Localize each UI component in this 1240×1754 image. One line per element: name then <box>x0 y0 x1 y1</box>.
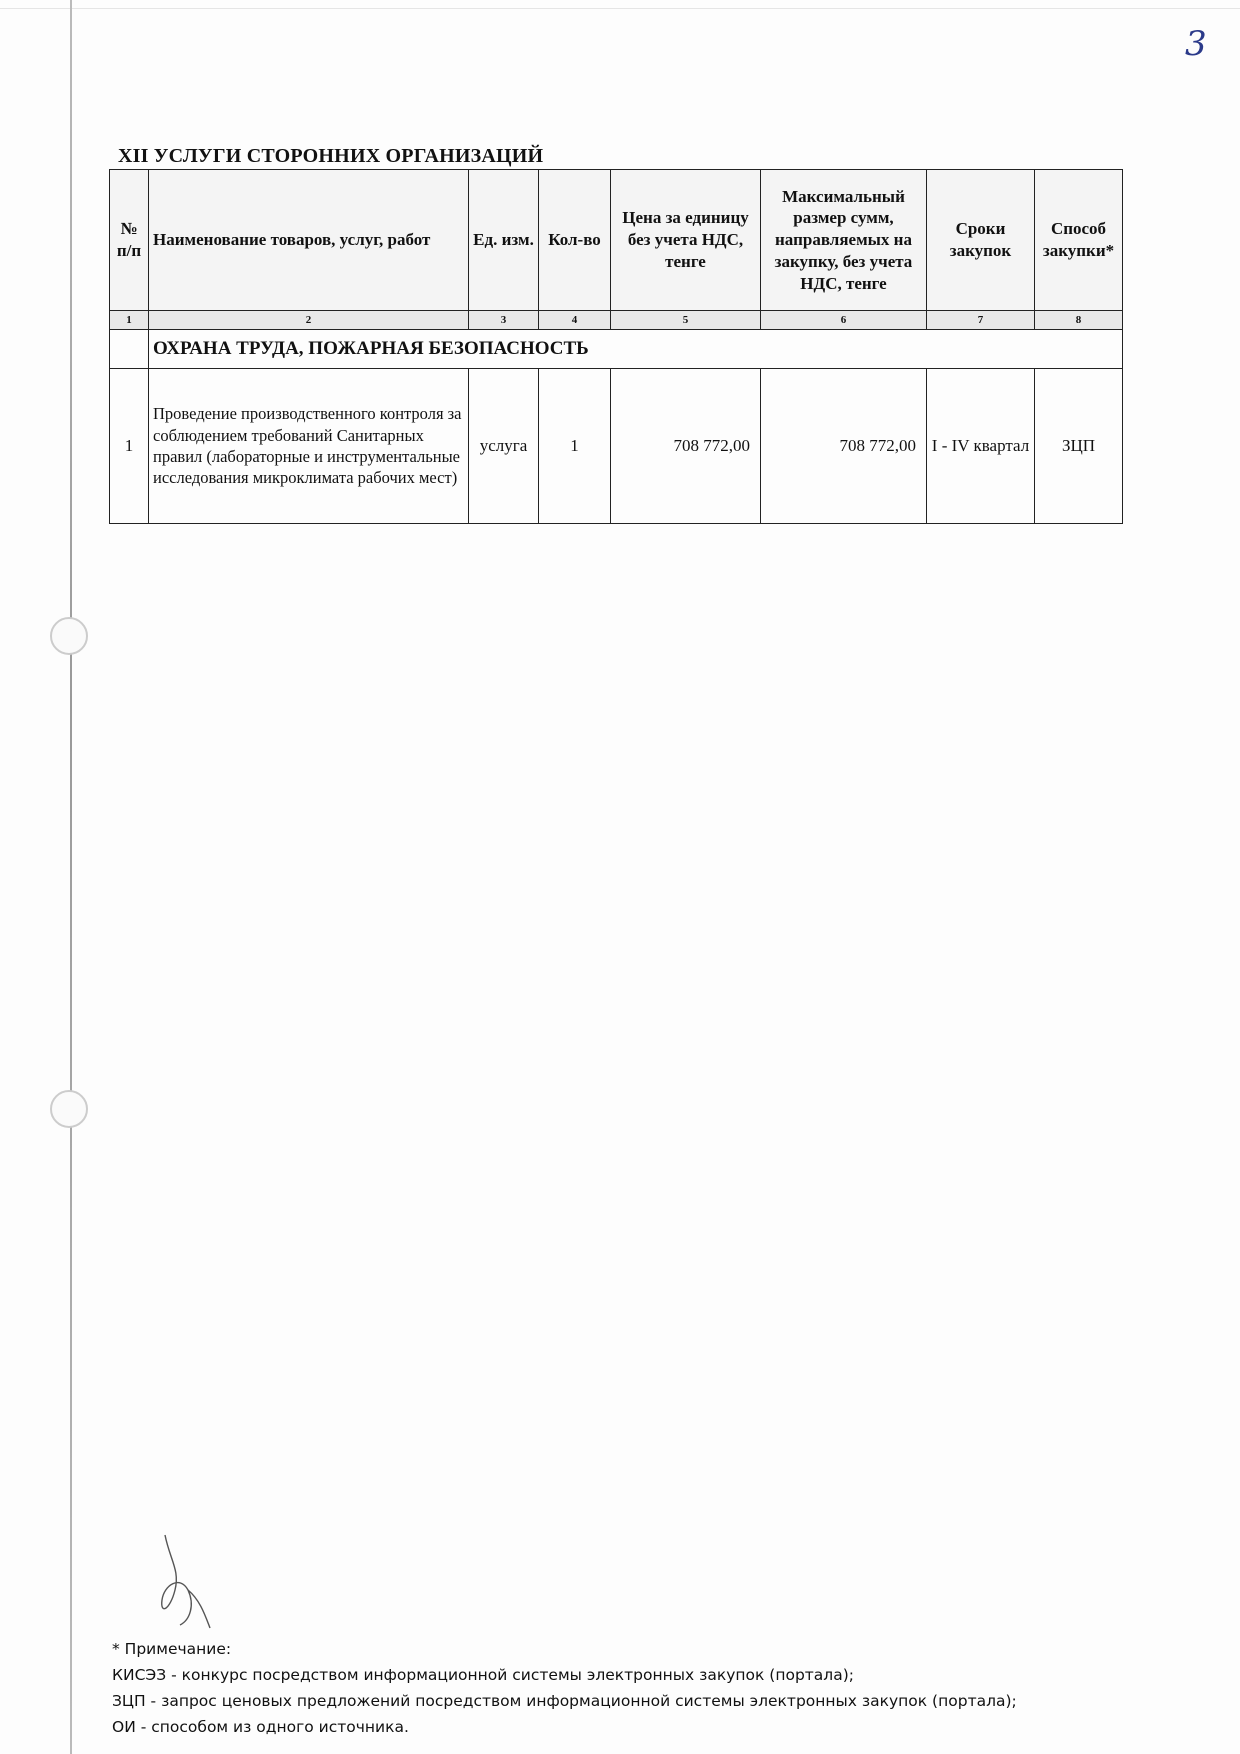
header-qty: Кол-во <box>539 170 611 311</box>
header-unit: Ед. изм. <box>469 170 539 311</box>
row-unit: услуга <box>469 369 539 524</box>
column-number: 4 <box>539 311 611 330</box>
row-qty: 1 <box>539 369 611 524</box>
handwritten-signature <box>150 1530 230 1630</box>
column-number: 7 <box>927 311 1035 330</box>
category-title: ОХРАНА ТРУДА, ПОЖАРНАЯ БЕЗОПАСНОСТЬ <box>149 330 1123 369</box>
punch-hole <box>50 617 88 655</box>
footnote-line: КИСЭЗ - конкурс посредством информационной системы электронных закупок (портала); <box>112 1666 854 1684</box>
column-number: 2 <box>149 311 469 330</box>
row-total: 708 772,00 <box>761 369 927 524</box>
header-num: № п/п <box>110 170 149 311</box>
row-number: 1 <box>110 369 149 524</box>
column-number: 8 <box>1035 311 1123 330</box>
column-number: 1 <box>110 311 149 330</box>
section-title: XII УСЛУГИ СТОРОННИХ ОРГАНИЗАЦИЙ <box>118 145 544 167</box>
column-number: 3 <box>469 311 539 330</box>
table-row <box>110 369 1123 524</box>
header-period: Сроки закупок <box>927 170 1035 311</box>
column-number: 5 <box>611 311 761 330</box>
header-price: Цена за единицу без учета НДС, тенге <box>611 170 761 311</box>
binding-margin-line <box>70 0 72 1754</box>
column-number-row <box>110 311 1123 330</box>
row-price: 708 772,00 <box>611 369 761 524</box>
row-method: ЗЦП <box>1035 369 1123 524</box>
category-spacer <box>110 330 149 369</box>
column-number: 6 <box>761 311 927 330</box>
footnote-line: ОИ - способом из одного источника. <box>112 1718 409 1736</box>
table-header-row <box>110 170 1123 311</box>
category-row <box>110 330 1123 369</box>
footnote-line: ЗЦП - запрос ценовых предложений посредством информационной системы электронных закупок (портала); <box>112 1692 1017 1710</box>
header-method: Способ закупки* <box>1035 170 1123 311</box>
footnote <box>112 1636 1017 1740</box>
page-top-edge <box>0 8 1240 9</box>
procurement-table <box>109 169 1123 524</box>
footnote-title: * Примечание: <box>112 1640 232 1658</box>
row-name: Проведение производственного контроля за соблюдением требований Санитарных правил (лабораторные и инструментальные исследования микроклимата рабочих мест) <box>149 369 469 524</box>
header-total: Максимальный размер сумм, направляемых на закупку, без учета НДС, тенге <box>761 170 927 311</box>
punch-hole <box>50 1090 88 1128</box>
handwritten-page-number: 3 <box>1185 24 1207 64</box>
header-name: Наименование товаров, услуг, работ <box>149 170 469 311</box>
row-period: I - IV квартал <box>927 369 1035 524</box>
